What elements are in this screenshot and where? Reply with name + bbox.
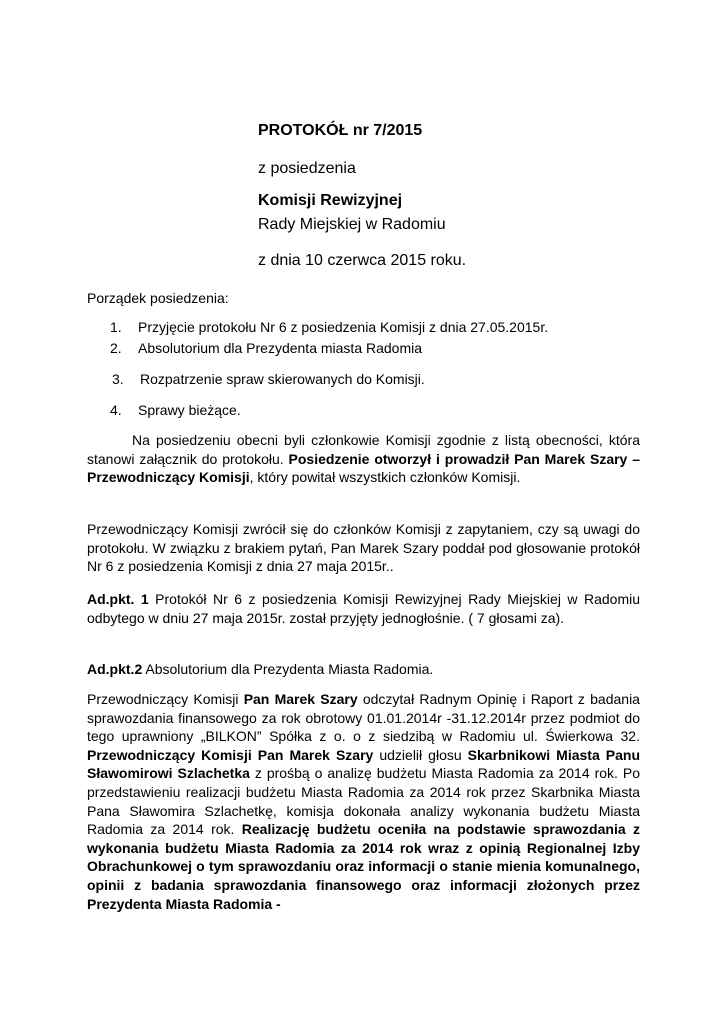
agenda-item-number: 4. [110, 402, 122, 418]
agenda-item-text: Rozpatrzenie spraw skierowanych do Komisji. [140, 371, 425, 387]
agenda-label: Porządek posiedzenia: [87, 290, 229, 306]
attendance-text: Na posiedzeniu obecni byli członkowie Komisji zgodnie z listą obecności, która stanowi załącznik do protokołu. [87, 432, 640, 467]
agenda-item-number: 1. [110, 319, 122, 335]
agenda-item-text: Przyjęcie protokołu Nr 6 z posiedzenia Komisji z dnia 27.05.2015r. [138, 319, 549, 335]
budget-paragraph [87, 690, 640, 913]
commission-name: Komisji Rewizyjnej [258, 192, 403, 209]
agenda-item [110, 339, 422, 357]
document-header [258, 121, 678, 271]
budget-text-4: z prośbą o analizę budżetu Miasta Radomia za 2014 rok. Po przedstawieniu realizacji budżetu Miasta Radomia za 2014 rok przez Skarbnika Miasta Pana Sławomira Szlachetkę, komisja dokonała analizy wykonania budżetu Miasta Radomia za 2014 rok. [87, 765, 640, 838]
attendance-paragraph [87, 431, 640, 487]
point2-text: Absolutorium dla Prezydenta Miasta Radomia. [142, 661, 434, 677]
agenda-item-number: 3. [112, 371, 124, 387]
agenda-item-number: 2. [110, 340, 122, 356]
point1-label: Ad.pkt. 1 [87, 591, 149, 607]
budget-text-1: Przewodniczący Komisji [87, 691, 244, 707]
meeting-subtitle: z posiedzenia [258, 160, 356, 177]
point1-text: Protokół Nr 6 z posiedzenia Komisji Rewizyjnej Rady Miejskiej w Radomiu odbytego w dniu 27 maja 2015r. został przyjęty jednogłośnie. ( 7 głosami za). [87, 591, 640, 626]
chair-opening-text: Posiedzenie otworzył i prowadził Pan Marek Szary – Przewodniczący Komisji [87, 450, 640, 486]
agenda-item-text: Absolutorium dla Prezydenta miasta Radomia [138, 340, 423, 356]
budget-text-3: udzielił głosu [373, 746, 468, 763]
agenda-item [110, 318, 548, 336]
agenda-item [112, 370, 425, 388]
agenda-item-text: Sprawy bieżące. [138, 402, 241, 418]
treasurer-name: Skarbnikowi Miasta Panu Sławomirowi Szlachetka [87, 746, 640, 782]
budget-text-2: odczytał Radnym Opinię i Raport z badania sprawozdania finansowego za rok obrotowy 01.01.2014r -31.12.2014r przez podmiot do tego uprawniony „BILKON” Spółka z o. o z siedzibą w Radomiu ul. Świerkowa 32. [87, 691, 640, 745]
chair-name: Pan Marek Szary [243, 691, 358, 707]
meeting-date: z dnia 10 czerwca 2015 roku. [258, 252, 467, 269]
chair-name-2: Przewodniczący Komisji Pan Marek Szary [87, 746, 374, 763]
agenda-item [110, 401, 241, 419]
protocol-title: PROTOKÓŁ nr 7/2015 [258, 122, 423, 139]
vote-request-paragraph: Przewodniczący Komisji zwrócił się do członków Komisji z zapytaniem, czy są uwagi do protokołu. W związku z brakiem pytań, Pan Marek Szary poddał pod głosowanie protokół Nr 6 z posiedzenia Komisji z dnia 27 maja 2015r.. [87, 521, 640, 575]
greeting-text: , który powitał wszystkich członków Komisji. [249, 469, 521, 486]
point1-paragraph [87, 590, 640, 627]
council-name: Rady Miejskiej w Radomiu [258, 216, 446, 233]
point2-label: Ad.pkt.2 [87, 661, 143, 677]
budget-evaluation: Realizację budżetu oceniła na podstawie sprawozdania z wykonania budżetu Miasta Radomia za 2014 rok wraz z opinią Regionalnej Izby Obrachunkowej o tym sprawozdaniu oraz informacji o stanie mienia komunalnego, opinii z badania sprawozdania finansowego oraz informacji złożonych przez Prezydenta Miasta Radomia - [87, 821, 640, 912]
point2-paragraph [87, 660, 640, 679]
